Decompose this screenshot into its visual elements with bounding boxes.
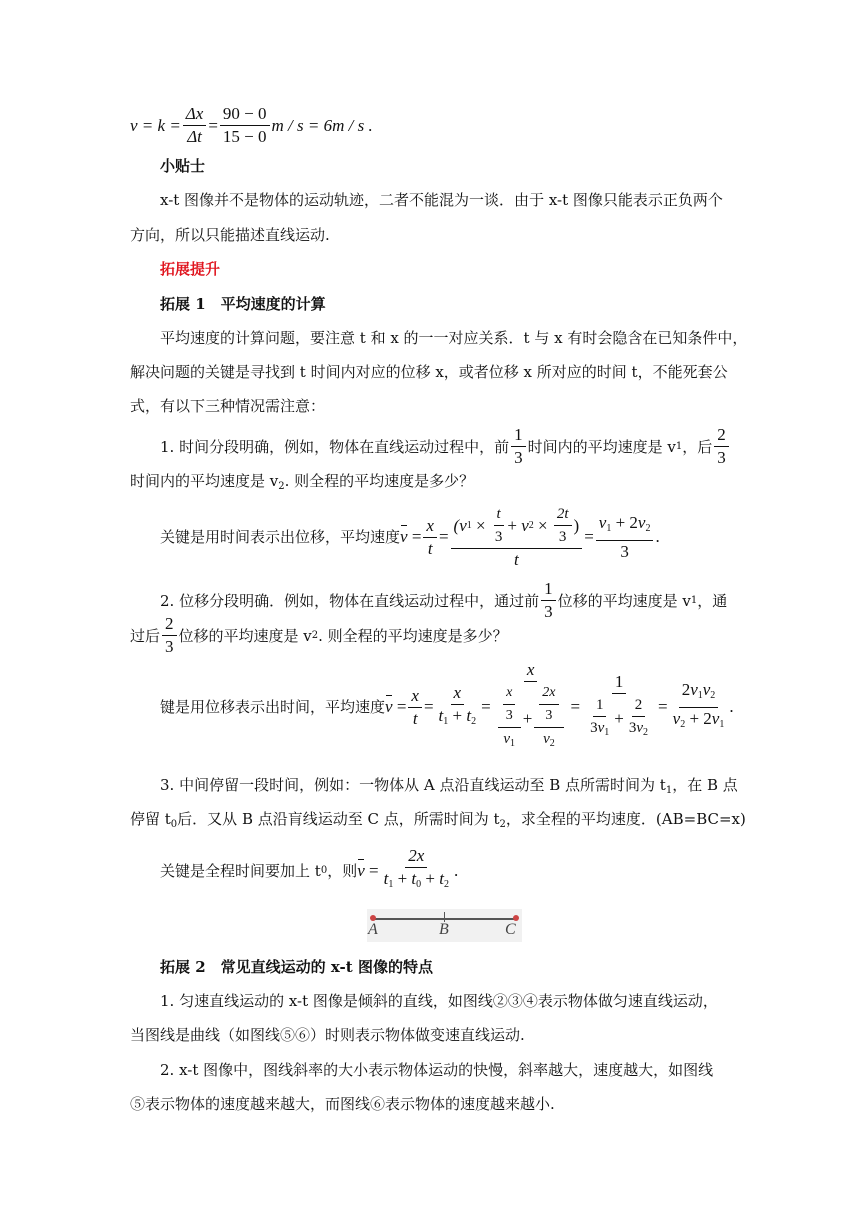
formula-tail: m / s = 6m / s . [271, 115, 373, 135]
case2-line1: 2. 位移分段明确．例如，物体在直线运动过程中，通过前 $\frac{1}{3}$ 位移的平均速度是 v 1 ，通 [160, 579, 728, 621]
ext1-title: 拓展 1 平均速度的计算 [160, 295, 326, 313]
case3-line1: 3. 中间停留一段时间，例如：一物体从 A 点沿直线运动至 B 点所需时间为 $t_1$，在 B 点 [160, 776, 738, 796]
fraction-one-third: $\frac{1}{3}$ [511, 425, 526, 468]
case3-line2: 停留 $t_0$后．又从 B 点沿肓线运动至 C 点，所需时间为 $t_2$，求全程的平均速度．(AB=BC=x) [130, 810, 746, 830]
fraction-two-thirds: $\frac{2}{3}$ [714, 425, 729, 468]
case1-key-formula: 关键是用时间表示出位移，平均速度 v = $\frac{x}{t}$ = (v 1 × $\frac{t}{3}$ + v 2 × $\frac{2t}{3}$ ) t = $\frac{v_1 + 2v_2}{3}$ . [160, 506, 660, 569]
vbar: v [400, 527, 408, 546]
ext2-p1-line2: 当图线是曲线（如图线⑤⑥）时则表示物体做变速直线运动. [130, 1026, 525, 1044]
fraction-values: $\frac{90 - 0}{15 - 0}$ [220, 104, 270, 147]
ext2-p2-line2: ⑤表示物体的速度越来越大，而图线⑥表示物体的速度越来越小. [130, 1095, 555, 1113]
section-title: 拓展提升 [160, 260, 221, 278]
case1-line1: 1. 时间分段明确，例如，物体在直线运动过程中，前 $\frac{1}{3}$ 时间内的平均速度是 v 1 ，后 $\frac{2}{3}$ [160, 425, 731, 468]
fraction-delta: $\frac{\Delta x}{\Delta t}$ [183, 104, 207, 147]
fraction-time-weighted: (v 1 × $\frac{t}{3}$ + v 2 × $\frac{2t}{3}$ ) t [451, 504, 583, 570]
ext2-title: 拓展 2 常见直线运动的 x-t 图像的特点 [160, 958, 433, 976]
case1-line2: 时间内的平均速度是 $v_2$. 则全程的平均速度是多少？ [130, 472, 475, 492]
label-b: B [439, 921, 449, 938]
case2-line2: 过后 $\frac{2}{3}$ 位移的平均速度是 v 2 . 则全程的平均速度是多少？ [130, 614, 508, 656]
formula-lhs: v = k = [130, 115, 181, 135]
ext2-p1-line1: 1. 匀速直线运动的 x-t 图像是倾斜的直线，如图线②③④表示物体做匀速直线运动， [160, 992, 718, 1010]
case3-key-formula: 关键是全程时间要加上 t 0 ，则 v = $\frac{2x}{t_1 + t_0 + t_2}$ . [160, 846, 459, 890]
ext2-p2-line1: 2. x-t 图像中，图线斜率的大小表示物体运动的快慢，斜率越大，速度越大，如图线 [160, 1061, 714, 1079]
abc-line-figure [367, 909, 522, 942]
label-a: A [368, 921, 378, 938]
formula-velocity-slope: v = k = $\frac{\Delta x}{\Delta t}$ = $\frac{90 - 0}{15 - 0}$ m / s = 6m / s . [130, 104, 373, 146]
tip-line2: 方向，所以只能描述直线运动. [130, 226, 330, 244]
tip-line1: x-t 图像并不是物体的运动轨迹，二者不能混为一谈．由于 x-t 图像只能表示正负两个 [160, 191, 723, 209]
ext1-intro2: 解决问题的关键是寻找到 t 时间内对应的位移 x，或者位移 x 所对应的时间 t，不能死套公 [130, 363, 728, 381]
case2-key-formula: 键是用位移表示出时间，平均速度 v = $\frac{x}{t}$ = $\frac{x}{t_1 + t_2}$ = x $\frac{\frac{x}{3}}{v_1}$ + $\frac{\frac{2x}{3}}{v_2}$ = 1 $\frac{1}{3v_1}$ + $\frac{2}{3v_2}$ = $\frac{2v_1v_2}{v_2 + 2v_1}$ . [160, 660, 734, 754]
label-c: C [505, 921, 516, 938]
ext1-intro1: 平均速度的计算问题，要注意 t 和 x 的一一对应关系．t 与 x 有时会隐含在已知条件中， [160, 329, 748, 347]
ext1-intro3: 式，有以下三种情况需注意： [130, 397, 326, 415]
tip-heading: 小贴士 [160, 157, 206, 175]
fraction-nested: x $\frac{\frac{x}{3}}{v_1}$ + $\frac{\frac{2x}{3}}{v_2}$ [493, 660, 569, 754]
